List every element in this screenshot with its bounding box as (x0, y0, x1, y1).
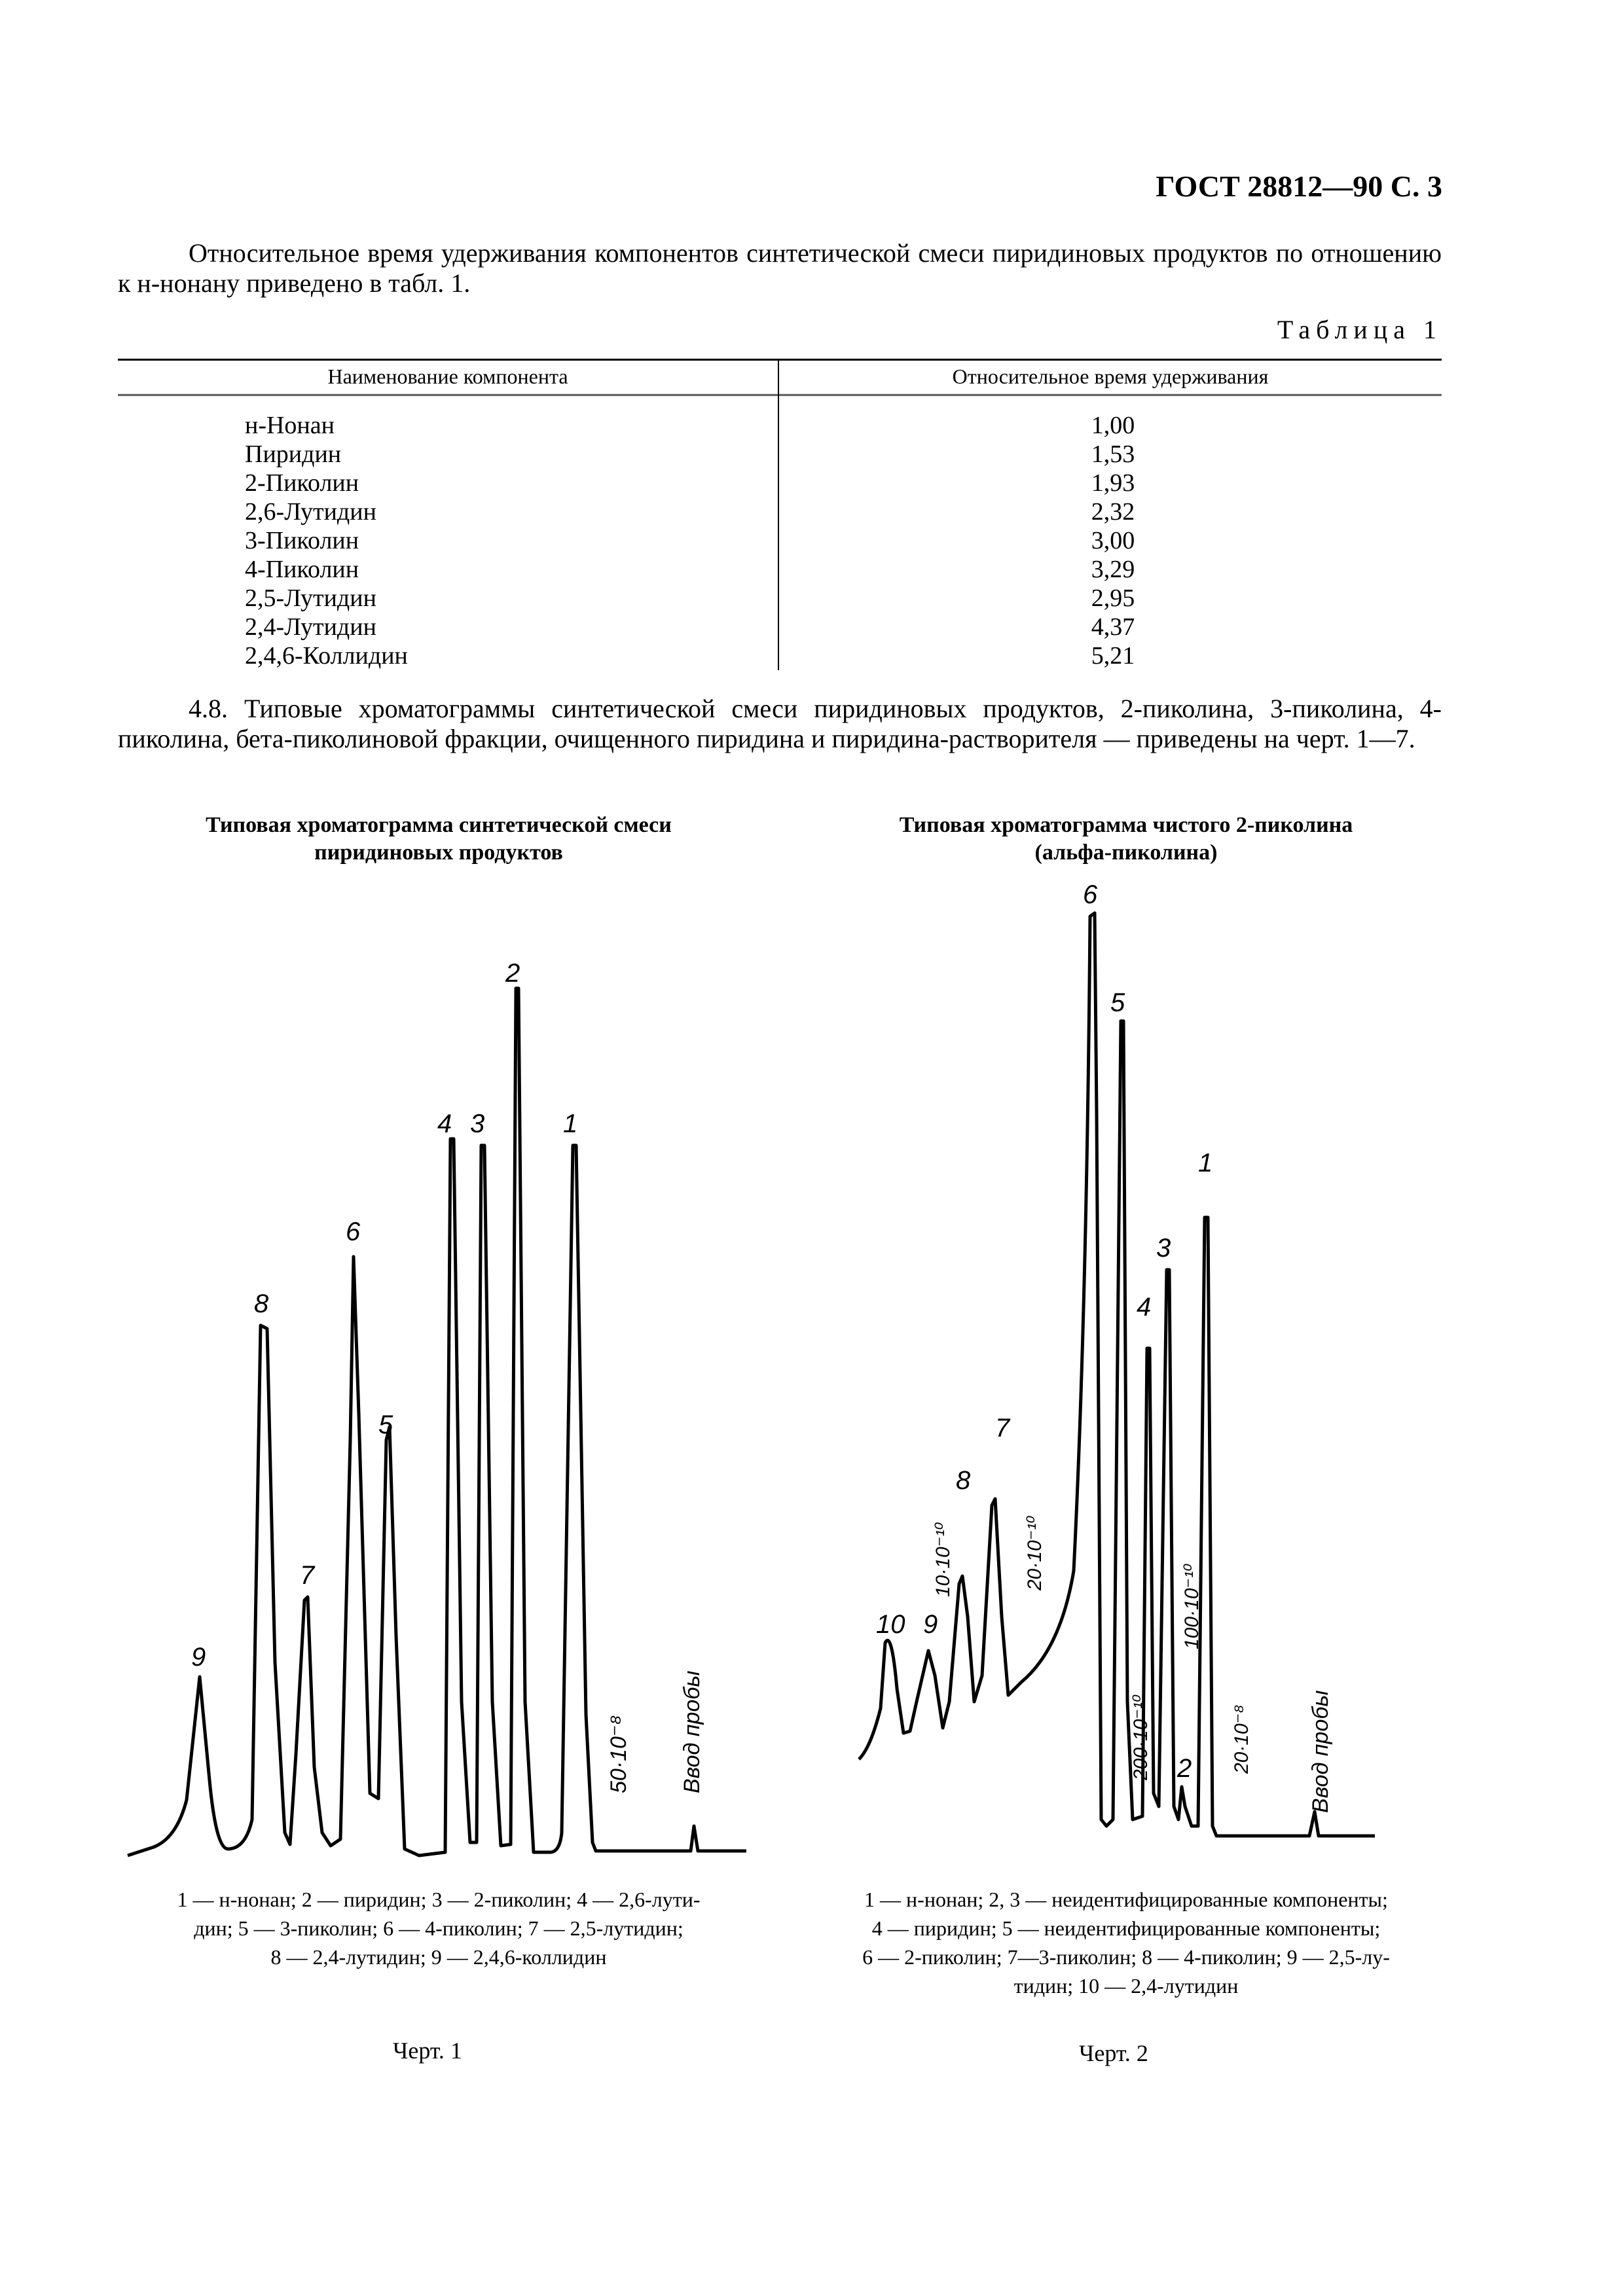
table-row-value: 1,53 (1091, 440, 1135, 468)
chart1-legend-line: дин; 5 — 3-пиколин; 6 — 4-пиколин; 7 — 2,5-лутидин; (194, 1916, 684, 1940)
page-header: ГОСТ 28812—90 С. 3 (1156, 170, 1442, 203)
chart2-legend-line: тидин; 10 — 2,4-лутидин (1013, 1974, 1239, 1998)
chart1-title-line2: пиридиновых продуктов (314, 840, 563, 865)
table-row-name: 2,4,6-Коллидин (245, 642, 408, 670)
chart2-peak-label: 6 (1083, 880, 1098, 909)
chart2-legend-line: 4 — пиридин; 5 — неидентифицированные компоненты; (871, 1916, 1381, 1940)
chart1-peak-label: 9 (191, 1643, 206, 1672)
chart2-trace (859, 913, 1375, 1836)
chart2-legend-line: 1 — н-нонан; 2, 3 — неидентифицированные компоненты; (864, 1888, 1388, 1911)
table-header-retention: Относительное время удерживания (778, 360, 1442, 395)
table-row-name: 2,6-Лутидин (245, 498, 376, 526)
chart1-peak-label: 5 (378, 1410, 393, 1439)
chart2-scale-label: 100·10⁻¹⁰ (1181, 1563, 1203, 1649)
chart2-peak-label: 2 (1177, 1754, 1192, 1783)
section-4-8-paragraph: 4.8. Типовые хроматограммы синтетической смеси пиридиновых продуктов, 2-пиколина, 3-пиколина, 4-пиколина, бета-пиколиновой фракции, очищенного пиридина и пиридина-растворителя — приведены на черт. 1—7. (118, 694, 1442, 753)
table-row-name: 2,4-Лутидин (245, 613, 376, 641)
intro-paragraph: Относительное время удерживания компонентов синтетической смеси пиридиновых продуктов по отношению к н-нонану приведено в табл. 1. (118, 238, 1442, 298)
chart1-caption: Черт. 1 (393, 2037, 462, 2064)
chart1-title-line1: Типовая хроматограмма синтетической смеси (206, 813, 672, 837)
chart2-legend-line: 6 — 2-пиколин; 7—3-пиколин; 8 — 4-пиколин; 9 — 2,5-лу- (862, 1945, 1390, 1969)
chart1-legend (118, 1885, 759, 1971)
chart2-peak-label: 3 (1156, 1234, 1171, 1263)
chart2-caption: Черт. 2 (1079, 2040, 1148, 2066)
table-row-value: 3,29 (1091, 556, 1135, 583)
chart2-peak-label: 1 (1198, 1149, 1213, 1177)
chart2-peak-label: 4 (1137, 1293, 1152, 1321)
chart2-scale-label: 10·10⁻¹⁰ (932, 1522, 954, 1597)
chart2-peak-label: 7 (995, 1414, 1010, 1443)
table-row-name: Пиридин (245, 440, 342, 468)
chart2-title-line2: (альфа-пиколина) (1034, 840, 1218, 865)
chart2-peak-label: 10 (876, 1610, 905, 1639)
chart1-peak-label: 7 (300, 1561, 315, 1590)
table-row-value: 4,37 (1091, 613, 1135, 641)
table-row-name: 2,5-Лутидин (245, 584, 376, 612)
table-row-name: 4-Пиколин (245, 556, 359, 583)
table-row-value: 5,21 (1091, 642, 1135, 670)
table-row-value: 3,00 (1091, 527, 1135, 554)
chart1-injection-label: Ввод пробы (680, 1670, 704, 1793)
chart1-peak-label: 8 (254, 1289, 269, 1318)
table-caption: Таблица 1 (1277, 315, 1442, 344)
table-row-value: 2,95 (1091, 584, 1135, 612)
table-row-name: 3-Пиколин (245, 527, 359, 554)
chart1-peak-label: 1 (563, 1109, 578, 1138)
chart1-scale-label: 50·10⁻⁸ (606, 1715, 631, 1793)
table-row-name: 2-Пиколин (245, 469, 359, 497)
chart1-peak-label: 6 (346, 1217, 361, 1246)
chart2-scale-label: 200·10⁻¹⁰ (1130, 1694, 1152, 1780)
chart2-peak-label: 5 (1110, 988, 1125, 1017)
chart1-peak-label: 4 (437, 1109, 452, 1138)
table-row-value: 1,93 (1091, 469, 1135, 497)
chart2-legend (805, 1885, 1447, 2000)
table-header-component: Наименование компонента (118, 360, 778, 395)
chart2-injection-label: Ввод пробы (1308, 1690, 1333, 1813)
table-row-value: 2,32 (1091, 498, 1135, 526)
chart1-peak-label: 3 (470, 1109, 485, 1138)
chart2-peak-label: 8 (956, 1466, 971, 1495)
chart1-legend-line: 1 — н-нонан; 2 — пиридин; 3 — 2-пиколин; 4 — 2,6-лути- (177, 1888, 701, 1911)
chart1-peak-label: 2 (505, 959, 520, 988)
chart1-legend-line: 8 — 2,4-лутидин; 9 — 2,4,6-коллидин (270, 1945, 607, 1969)
table-row-value: 1,00 (1091, 412, 1135, 439)
chart2-title-line1: Типовая хроматограмма чистого 2-пиколина (899, 813, 1353, 837)
chart2-peak-label: 9 (923, 1610, 938, 1639)
chart2-scale-label: 20·10⁻¹⁰ (1024, 1515, 1046, 1590)
chart2-scale-label: 20·10⁻⁸ (1231, 1704, 1252, 1774)
table-row-name: н-Нонан (245, 412, 335, 439)
